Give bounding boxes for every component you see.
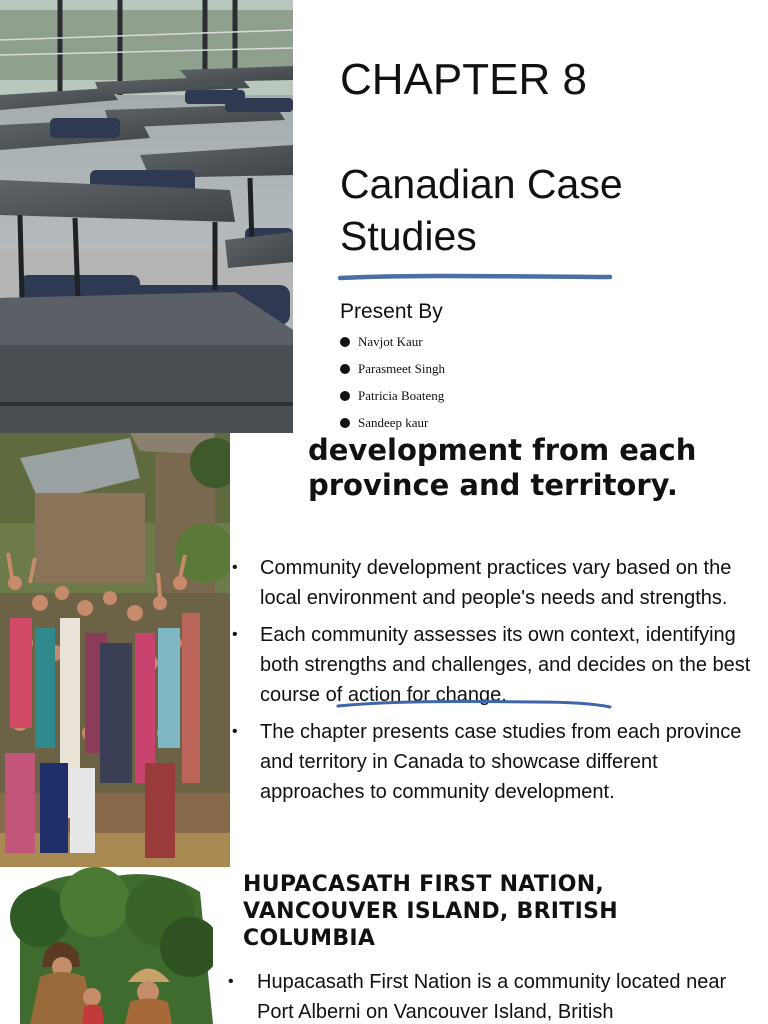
present-by-label: Present By	[340, 300, 443, 323]
bullet-item	[228, 967, 758, 1024]
bullet-list	[228, 967, 758, 1024]
bullet-icon: •	[228, 973, 234, 990]
first-nation-photo	[0, 867, 213, 1024]
bullet-text: Each community assesses its own context, identifying both strengths and challenges, and decides on the best course of action for change.	[260, 624, 751, 706]
community-development-slide	[0, 433, 768, 867]
bullet-icon: •	[232, 559, 238, 576]
ink-annotation-underline	[336, 698, 612, 712]
bullet-item	[232, 717, 760, 807]
bullet-list	[232, 553, 760, 814]
bullet-text: Community development practices vary based on the local environment and people's needs and strengths.	[260, 557, 732, 609]
chapter-label: CHAPTER 8	[340, 55, 587, 104]
slide-heading: development from each province and territory.	[308, 433, 697, 502]
presenter-item: Parasmeet Singh	[340, 360, 445, 387]
title-underline	[338, 272, 612, 282]
presenter-item: Patricia Boateng	[340, 387, 445, 414]
bullet-item	[232, 553, 760, 613]
bullet-icon: •	[232, 723, 238, 740]
bullet-item	[232, 620, 760, 710]
title-slide	[0, 0, 768, 433]
classroom-photo	[0, 0, 293, 433]
bullet-text: The chapter presents case studies from each province and territory in Canada to showcase different approaches to community development.	[260, 721, 742, 803]
community-group-photo	[0, 433, 230, 867]
bullet-icon: •	[232, 626, 238, 643]
slide-title: Canadian Case Studies	[340, 161, 623, 259]
bullet-text: Hupacasath First Nation is a community located near Port Alberni on Vancouver Island, British	[257, 971, 727, 1023]
presenter-list	[340, 333, 445, 433]
presenter-item: Sandeep kaur	[340, 414, 445, 433]
slide-heading: HUPACASATH FIRST NATION, VANCOUVER ISLAND, BRITISH COLUMBIA	[243, 872, 618, 951]
hupacasath-slide	[0, 867, 768, 1024]
presenter-item: Navjot Kaur	[340, 333, 445, 360]
